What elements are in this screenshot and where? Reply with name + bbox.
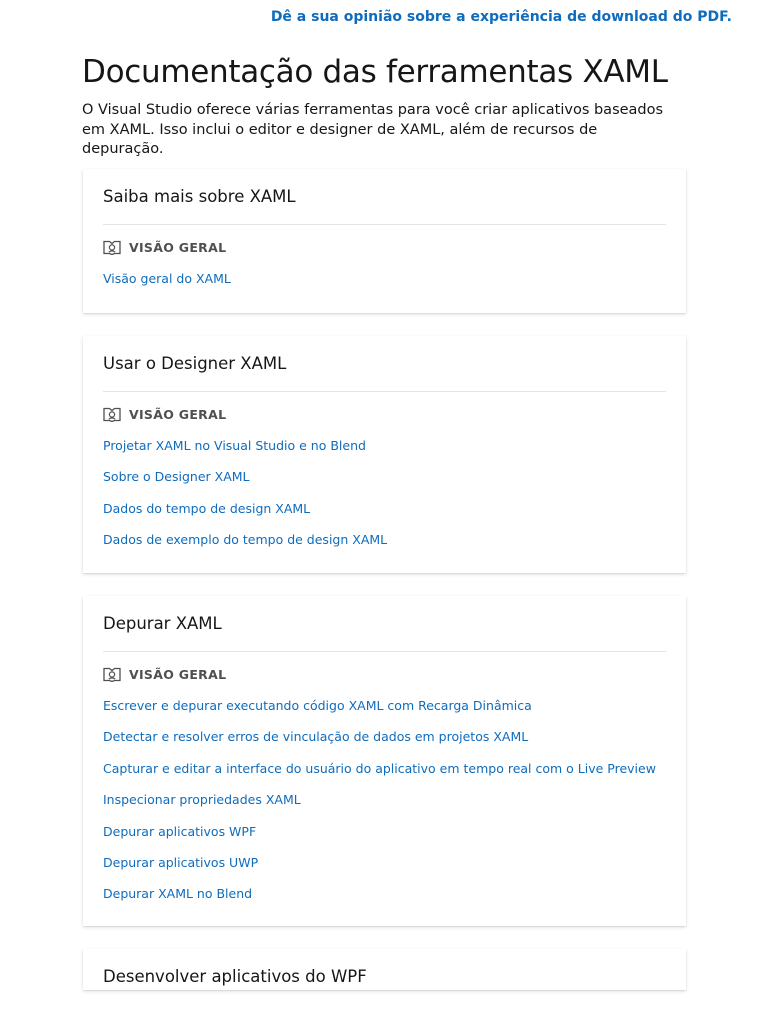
card-wpf-apps: [83, 949, 686, 990]
link-design-xaml-vs-blend[interactable]: Projetar XAML no Visual Studio e no Blend: [103, 438, 366, 453]
list-item: [103, 822, 666, 853]
list-item: [103, 467, 666, 498]
link-design-time-data[interactable]: Dados do tempo de design XAML: [103, 500, 311, 516]
list-item: [103, 696, 666, 727]
link-list: [103, 436, 666, 561]
card-title: Depurar XAML: [103, 596, 666, 652]
list-item: [103, 269, 666, 300]
list-item: [103, 727, 666, 758]
card-title: Saiba mais sobre XAML: [103, 169, 666, 225]
list-item: [103, 759, 666, 790]
section-header-label: VISÃO GERAL: [129, 406, 227, 422]
section-header-overview: [103, 392, 666, 436]
section-header-label: VISÃO GERAL: [129, 239, 227, 255]
card-title: Usar o Designer XAML: [103, 336, 666, 392]
card-xaml-designer: [83, 336, 686, 573]
link-list: [103, 696, 666, 916]
book-overview-icon: [103, 667, 121, 682]
list-item: [103, 853, 666, 884]
link-xaml-overview[interactable]: Visão geral do XAML: [103, 271, 231, 286]
card-debug-xaml: [83, 596, 686, 926]
card-learn-xaml: [83, 169, 686, 313]
card-title: Desenvolver aplicativos do WPF: [103, 967, 367, 986]
link-debug-uwp[interactable]: Depurar aplicativos UWP: [103, 854, 259, 870]
page-intro: O Visual Studio oferece várias ferramentas para você criar aplicativos baseados em XAML. Isso inclui o editor e designer de XAML, além de recursos de depuração.: [82, 102, 664, 157]
list-item: [103, 436, 666, 467]
link-inspect-properties[interactable]: Inspecionar propriedades XAML: [103, 792, 301, 808]
list-item: [103, 499, 666, 530]
link-list: [103, 269, 666, 300]
link-hot-reload[interactable]: Escrever e depurar executando código XAML com Recarga Dinâmica: [103, 698, 532, 713]
book-overview-icon: [103, 240, 121, 255]
link-debug-blend[interactable]: Depurar XAML no Blend: [103, 886, 253, 902]
list-item: [103, 790, 666, 821]
section-header-label: VISÃO GERAL: [129, 666, 227, 682]
link-debug-wpf[interactable]: Depurar aplicativos WPF: [103, 823, 257, 839]
link-live-preview[interactable]: Capturar e editar a interface do usuário do aplicativo em tempo real com o Live Preview: [103, 760, 656, 776]
book-overview-icon: [103, 407, 121, 422]
section-header-overview: [103, 225, 666, 269]
link-data-binding-errors[interactable]: Detectar e resolver erros de vinculação de dados em projetos XAML: [103, 729, 529, 745]
link-design-time-sample-data[interactable]: Dados de exemplo do tempo de design XAML: [103, 531, 388, 547]
section-header-overview: [103, 652, 666, 696]
list-item: [103, 530, 666, 561]
page-title: Documentação das ferramentas XAML: [82, 54, 668, 90]
link-about-xaml-designer[interactable]: Sobre o Designer XAML: [103, 469, 250, 485]
pdf-feedback-link[interactable]: Dê a sua opinião sobre a experiência de download do PDF.: [270, 9, 732, 25]
list-item: [103, 884, 666, 915]
